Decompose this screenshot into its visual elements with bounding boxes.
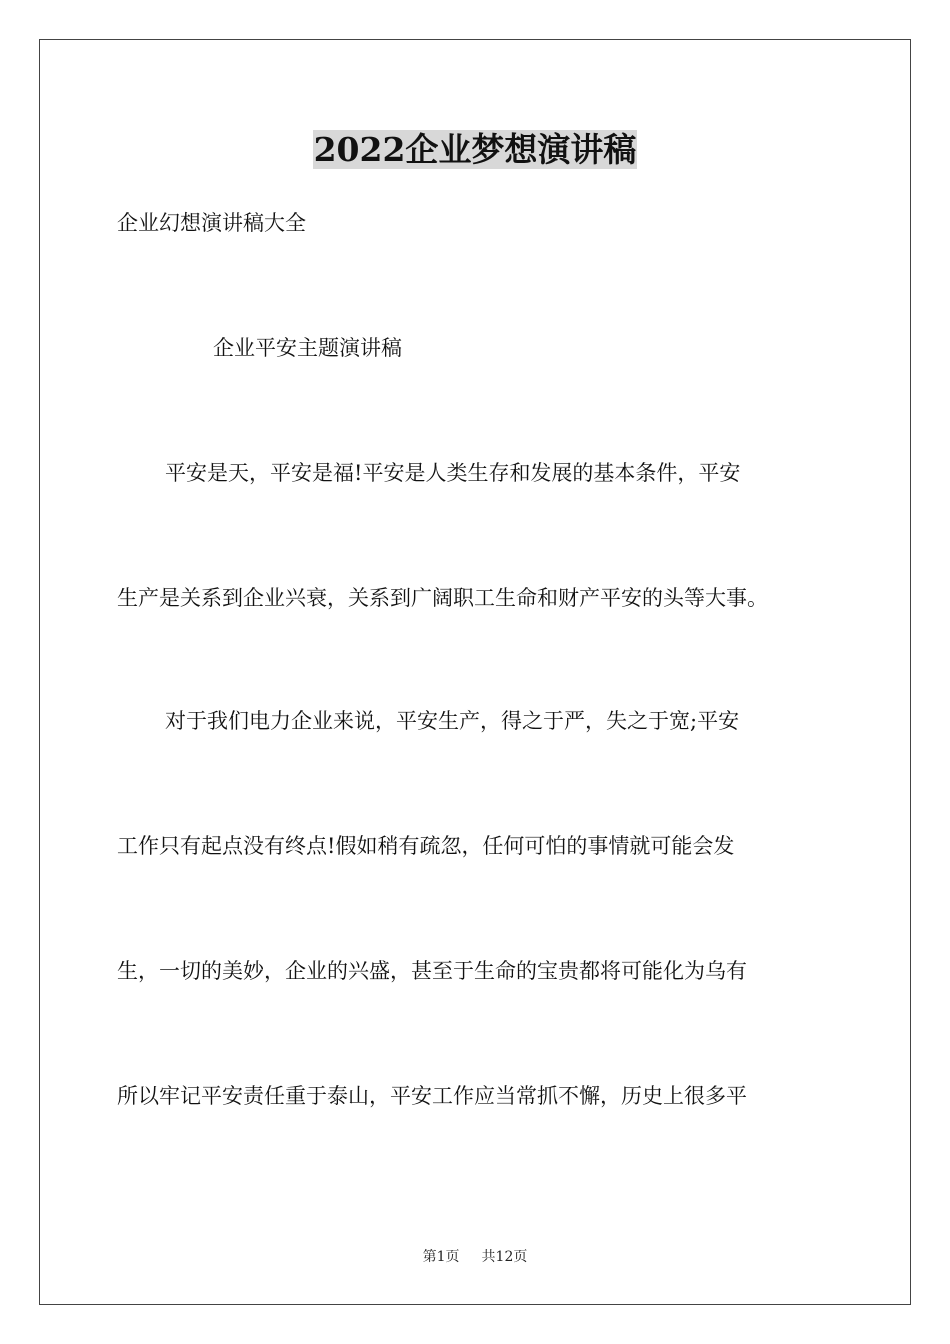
document-title-text: 2022企业梦想演讲稿	[313, 130, 637, 169]
page-number-total: 共12页	[481, 1249, 528, 1265]
paragraph-line-1: 平安是天，平安是福!平安是人类生存和发展的基本条件，平安	[165, 461, 741, 485]
paragraph-line-2: 生产是关系到企业兴衰，关系到广阔职工生命和财产平安的头等大事。	[117, 586, 768, 610]
section-heading: 企业平安主题演讲稿	[213, 336, 402, 360]
paragraph-line-4: 工作只有起点没有终点!假如稍有疏忽，任何可怕的事情就可能会发	[117, 834, 735, 858]
paragraph-line-6: 所以牢记平安责任重于泰山，平安工作应当常抓不懈，历史上很多平	[117, 1084, 747, 1108]
page-number-current: 第1页	[422, 1249, 460, 1265]
page-footer	[0, 1247, 950, 1267]
document-subtitle: 企业幻想演讲稿大全	[117, 211, 306, 235]
document-title	[0, 128, 950, 172]
paragraph-line-3: 对于我们电力企业来说，平安生产，得之于严，失之于宽;平安	[165, 709, 740, 733]
paragraph-line-5: 生，一切的美妙，企业的兴盛，甚至于生命的宝贵都将可能化为乌有	[117, 959, 747, 983]
